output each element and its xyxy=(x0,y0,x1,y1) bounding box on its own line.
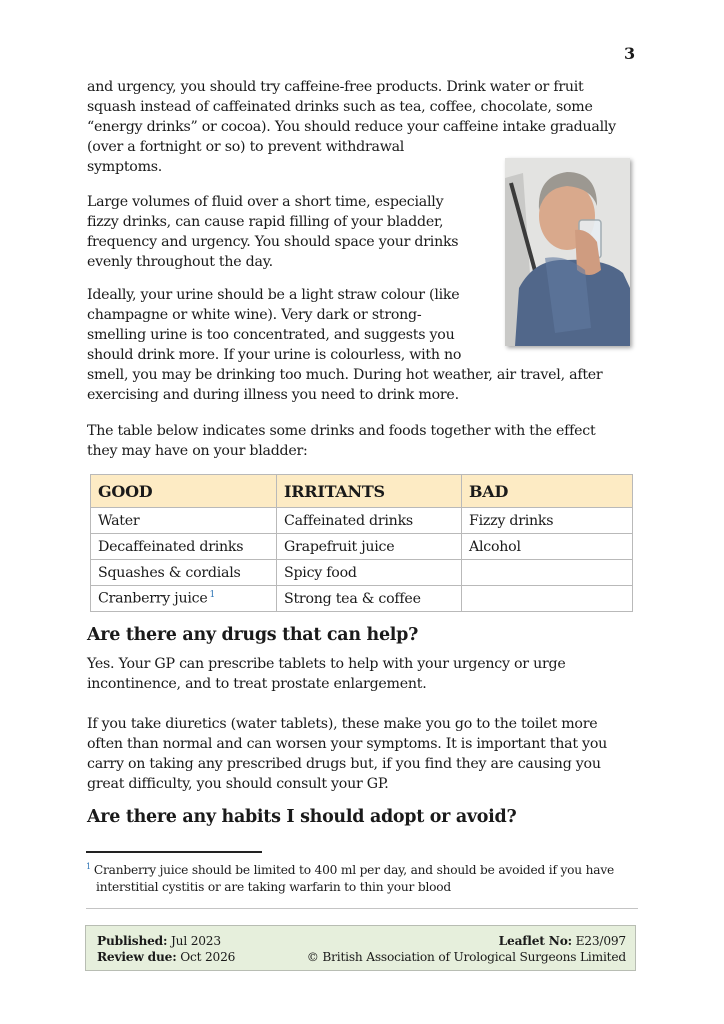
footer-divider xyxy=(86,908,638,909)
text-line: The table below indicates some drinks and foods together with the effect xyxy=(87,423,596,439)
table-cell: Squashes & cordials xyxy=(91,560,277,586)
text-line: champagne or white wine). Very dark or strong- xyxy=(87,307,422,323)
drugs-paragraph-2 xyxy=(87,714,647,794)
copyright-text: © British Association of Urological Surgeons Limited xyxy=(306,950,626,964)
table-cell xyxy=(91,586,277,612)
table-header-row xyxy=(91,475,633,508)
text-line: evenly throughout the day. xyxy=(87,254,273,270)
table-cell: Alcohol xyxy=(462,534,633,560)
table-cell: Spicy food xyxy=(277,560,462,586)
table-row xyxy=(91,508,633,534)
text-line: If you take diuretics (water tablets), these make you go to the toilet more xyxy=(87,716,598,732)
leaflet-label: Leaflet No: xyxy=(498,934,572,948)
footnote-reference-link[interactable]: 1 xyxy=(209,590,215,601)
footer-dates xyxy=(97,933,235,965)
text-line: Yes. Your GP can prescribe tablets to help with your urgency or urge xyxy=(87,656,566,672)
footnote xyxy=(86,858,641,896)
text-line: Large volumes of fluid over a short time, especially xyxy=(87,194,444,210)
table-cell: Decaffeinated drinks xyxy=(91,534,277,560)
text-line: smelling urine is too concentrated, and suggests you xyxy=(87,327,455,343)
fluid-volume-paragraph xyxy=(87,192,487,272)
table-cell xyxy=(462,560,633,586)
footnote-separator xyxy=(86,851,262,853)
header-irritants: IRRITANTS xyxy=(277,475,462,508)
review-line xyxy=(97,949,235,965)
footer-leaflet-info xyxy=(307,933,626,965)
footnote-line-1: Cranberry juice should be limited to 400 ml per day, and should be avoided if you have xyxy=(93,863,615,878)
drugs-paragraph-1 xyxy=(87,654,647,694)
footer-info-box xyxy=(85,925,636,971)
header-bad: BAD xyxy=(462,475,633,508)
table-row xyxy=(91,534,633,560)
published-line xyxy=(97,933,235,949)
leaflet-value: E23/097 xyxy=(571,934,626,948)
table-row xyxy=(91,560,633,586)
published-label: Published: xyxy=(97,934,168,948)
footnote-line-2: interstitial cystitis or are taking warfarin to thin your blood xyxy=(96,880,452,895)
leaflet-line xyxy=(307,933,626,949)
text-line: symptoms. xyxy=(87,159,163,175)
header-good: GOOD xyxy=(91,475,277,508)
text-line: “energy drinks” or cocoa). You should reduce your caffeine intake gradually xyxy=(87,119,616,135)
text-line: squash instead of caffeinated drinks such as tea, coffee, chocolate, some xyxy=(87,99,593,115)
text-line: often than normal and can worsen your symptoms. It is important that you xyxy=(87,736,607,752)
page-number: 3 xyxy=(624,44,636,63)
drugs-heading: Are there any drugs that can help? xyxy=(87,625,419,645)
table-cell: Water xyxy=(91,508,277,534)
text-line: (over a fortnight or so) to prevent withdrawal xyxy=(87,139,405,155)
table-row xyxy=(91,586,633,612)
table-intro-paragraph xyxy=(87,421,647,461)
text-line: carry on taking any prescribed drugs but, if you find they are causing you xyxy=(87,756,601,772)
text-line: fizzy drinks, can cause rapid filling of your bladder, xyxy=(87,214,444,230)
published-value: Jul 2023 xyxy=(167,934,221,948)
habits-heading: Are there any habits I should adopt or avoid? xyxy=(87,807,517,827)
text-line: should drink more. If your urine is colourless, with no xyxy=(87,347,462,363)
urine-colour-paragraph xyxy=(87,285,647,405)
table-cell: Caffeinated drinks xyxy=(277,508,462,534)
text-line: they may have on your bladder: xyxy=(87,443,308,459)
text-line: and urgency, you should try caffeine-free products. Drink water or fruit xyxy=(87,79,584,95)
text-line: frequency and urgency. You should space your drinks xyxy=(87,234,459,250)
table-cell: Grapefruit juice xyxy=(277,534,462,560)
footnote-marker: 1 xyxy=(86,862,91,871)
table-cell: Strong tea & coffee xyxy=(277,586,462,612)
text-line: great difficulty, you should consult your GP. xyxy=(87,776,389,792)
text-line: smell, you may be drinking too much. During hot weather, air travel, after xyxy=(87,367,603,383)
text-line: incontinence, and to treat prostate enlargement. xyxy=(87,676,427,692)
text-line: exercising and during illness you need to drink more. xyxy=(87,387,459,403)
text-line: Ideally, your urine should be a light straw colour (like xyxy=(87,287,460,303)
table-cell: Fizzy drinks xyxy=(462,508,633,534)
review-label: Review due: xyxy=(97,950,177,964)
cell-text: Cranberry juice xyxy=(98,590,208,607)
table-cell xyxy=(462,586,633,612)
drinks-effect-table xyxy=(90,474,633,612)
review-value: Oct 2026 xyxy=(176,950,236,964)
